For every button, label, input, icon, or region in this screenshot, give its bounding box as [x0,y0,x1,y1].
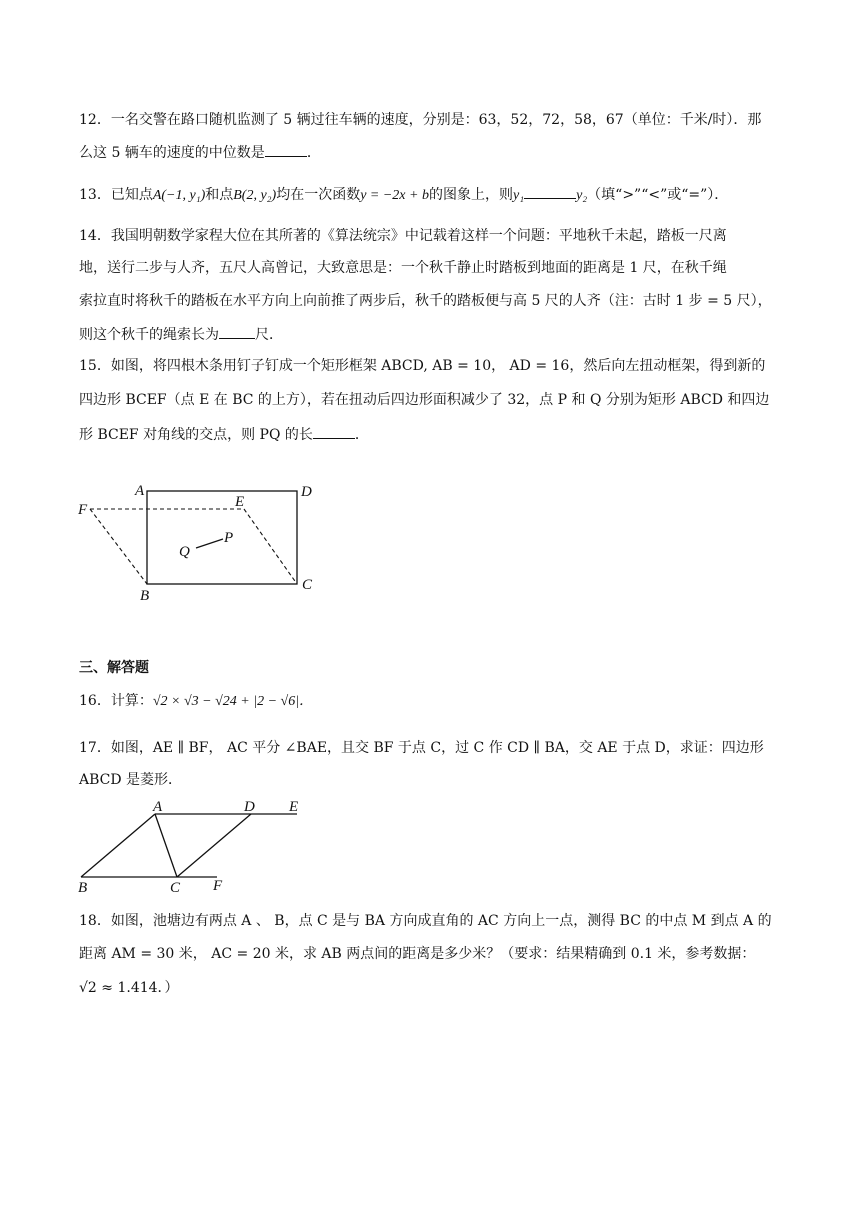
q15-line3 [79,424,369,445]
q13-text-b: 和点 [205,187,234,203]
dashed-line-ec [244,509,297,584]
q15-figure [70,478,330,606]
label-a: A [135,483,145,499]
q13-y1: y₁ [512,188,525,203]
q15-line3-end: ． [354,427,369,443]
label-b: B [140,588,150,604]
label-b: B [78,880,88,896]
label-f: F [78,502,88,518]
q15-line1: 15．如图，将四根木条用钉子钉成一个矩形框架 ABCD, AB = 10， AD = 16，然后向左扭动框架，得到新的 [79,358,766,374]
q15-line2: 四边形 BCEF（点 E 在 BC 的上方），若在扭动后四边形面积减少了 32，点 P 和 Q 分别为矩形 ABCD 和四边 [79,392,770,408]
segment-pq [196,539,223,548]
q13-text-c: 均在一次函数 [276,187,361,203]
label-c: C [302,577,313,593]
q14-line4-end: 尺． [255,327,283,343]
q13-point-b: B(2, y₂) [233,188,277,203]
q13-answer-blank [524,184,576,199]
label-q: Q [179,544,190,560]
q14-line4 [79,324,283,345]
q18-line2: 距离 AM = 30 米， AC = 20 米，求 AB 两点间的距离是多少米？（要求：结果精确到 0.1 米，参考数据： [79,946,756,962]
q17-line2: ABCD 是菱形． [79,772,183,788]
label-d: D [301,484,312,500]
label-c: C [170,880,181,896]
q13-text-e: （填“>”“<”或“=”）． [587,187,729,203]
rectangle-abcd [147,491,297,584]
q14-line2: 地，送行二步与人齐，五尺人高曾记，大致意思是：一个秋千静止时踏板到地面的距离是 1 尺，在秋千绳 [79,260,727,276]
q12-line1: 12．一名交警在路口随机监测了 5 辆过往车辆的速度，分别是：63，52，72，58，67（单位：千米/时）．那 [79,112,762,128]
q18-line3: √2 ≈ 1.414．） [79,980,179,996]
label-e: E [289,799,299,815]
q12-line2-text: 么这 5 辆车的速度的中位数是 [79,145,265,161]
line-ac [155,814,177,877]
label-d: D [244,799,255,815]
q13-function: y = −2x + b [360,188,429,203]
q13-text-a: 13．已知点 [79,187,153,203]
q13-y2: y₂ [576,188,588,203]
q16-expression: √2 × √3 − √24 + |2 − √6|． [152,694,314,709]
q15-answer-blank [313,424,355,439]
dashed-line-fb [90,509,147,584]
q17-figure [72,796,312,896]
q18-line1: 18．如图，池塘边有两点 A 、 B，点 C 是与 BA 方向成直角的 AC 方向上一点，测得 BC 的中点 M 到点 A 的 [79,913,772,929]
q14-line4-text: 则这个秋千的绳索长为 [79,327,219,343]
line-cd [177,814,251,877]
q13-text-d: 的图象上，则 [428,187,513,203]
label-p: P [224,530,234,546]
q17-line1: 17．如图，AE ∥ BF， AC 平分 ∠BAE，且交 BF 于点 C，过 C 作 CD ∥ BA，交 AE 于点 D，求证：四边形 [79,740,764,756]
label-a: A [153,799,163,815]
q12-line2 [79,142,321,163]
q12-answer-blank [265,142,307,157]
q16-text: 16．计算： [79,693,153,709]
label-e: E [235,494,245,510]
q14-line3: 索拉直时将秋千的踏板在水平方向上向前推了两步后，秋千的踏板便与高 5 尺的人齐（注：古时 1 步 = 5 尺）， [79,293,772,309]
q15-line3-text: 形 BCEF 对角线的交点，则 PQ 的长 [79,427,313,443]
q12-line2-end: ． [306,145,321,161]
q16-line [79,691,313,712]
line-ab [81,814,155,877]
label-f: F [213,878,223,894]
section-title: 三、解答题 [79,660,149,676]
q13-line [79,184,728,206]
q13-point-a: A(−1, y₁) [152,188,206,203]
q14-line1: 14．我国明朝数学家程大位在其所著的《算法统宗》中记载着这样一个问题：平地秋千未起，踏板一尺离 [79,228,727,244]
q14-answer-blank [219,324,255,339]
